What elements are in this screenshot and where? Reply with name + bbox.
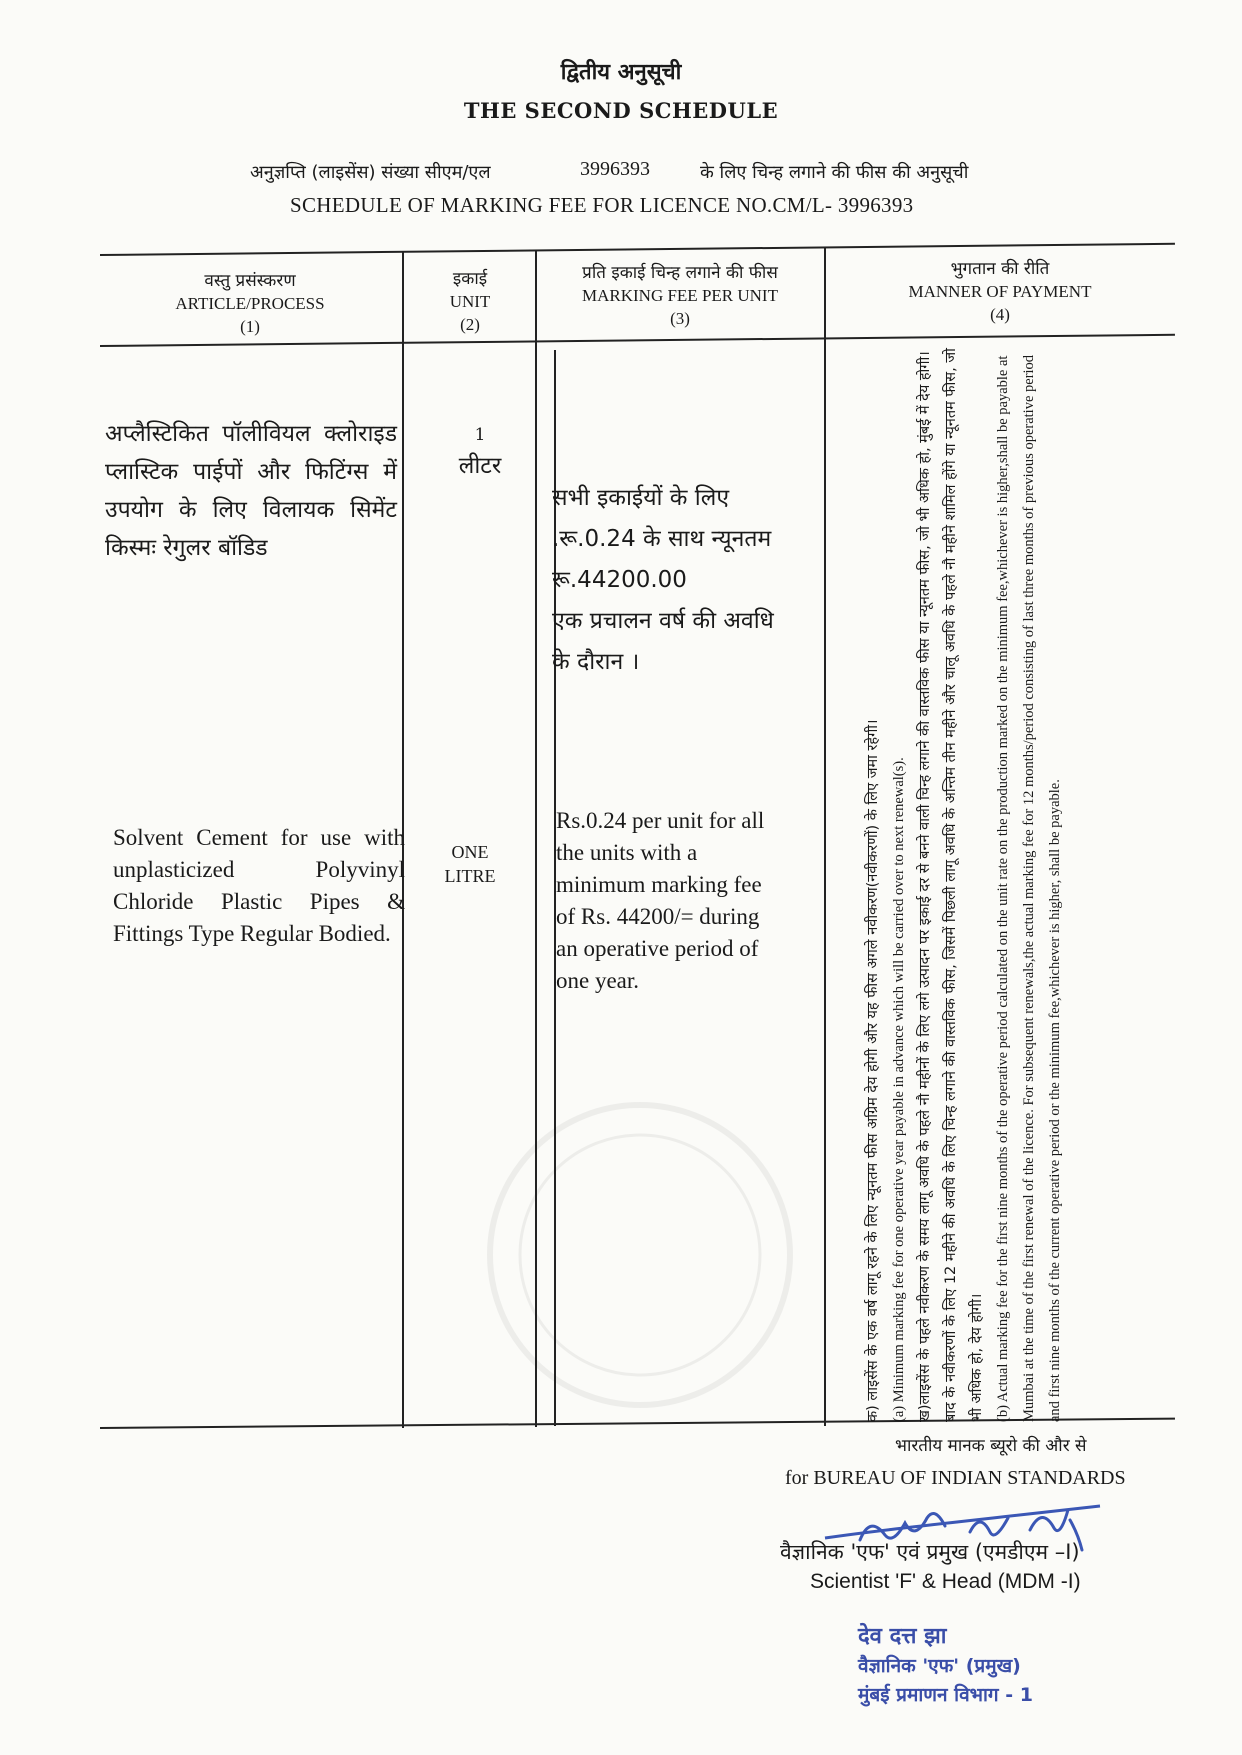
fee-english-line-5: an operative period of bbox=[556, 936, 759, 961]
title-hindi: द्वितीय अनुसूची bbox=[560, 60, 682, 85]
header-payment-en: MANNER OF PAYMENT bbox=[908, 281, 1092, 301]
stamp-department: मुंबई प्रमाणन विभाग - 1 bbox=[858, 1684, 1033, 1706]
article-english: Solvent Cement for use with unplasticized Polyvinyl Chloride Plastic Pipes & Fittings Type Regular Bodied. bbox=[113, 825, 405, 946]
column-header-unit bbox=[410, 268, 530, 337]
payment-a-hindi: क) लाइसेंस के एक वर्ष लागू रहने के लिए न्यूनतम फीस अग्रिम देय होगी और यह फीस अगले नवीकरण(नवीकरणों) के लिए जमा रहेगी। bbox=[865, 719, 881, 1422]
header-fee-en: MARKING FEE PER UNIT bbox=[582, 285, 778, 305]
manner-of-payment bbox=[860, 332, 1200, 1422]
licence-line-english: SCHEDULE OF MARKING FEE FOR LICENCE NO.CM/L- 3996393 bbox=[290, 193, 914, 217]
column-header-payment bbox=[830, 258, 1170, 327]
fee-english-line-1: Rs.0.24 per unit for all bbox=[556, 808, 765, 833]
column-divider-2 bbox=[535, 251, 537, 1427]
header-fee-num: (3) bbox=[670, 308, 690, 328]
stamp-title: वैज्ञानिक 'एफ' (प्रमुख) bbox=[858, 1655, 1021, 1677]
unit-english bbox=[420, 840, 520, 888]
payment-a-english: (a) Minimum marking fee for one operative year payable in advance which will be carried over to next renewal(s). bbox=[891, 757, 907, 1422]
header-article-en: ARTICLE/PROCESS bbox=[175, 293, 325, 313]
fee-english-line-4: of Rs. 44200/= during bbox=[556, 904, 760, 929]
header-unit-num: (2) bbox=[460, 314, 480, 334]
unit-english-line-2: LITRE bbox=[444, 866, 496, 886]
seal-watermark bbox=[430, 1090, 850, 1420]
fee-hindi-line-2: .रू.0.24 के साथ न्यूनतम bbox=[552, 526, 772, 552]
header-fee-hi: प्रति इकाई चिन्ह लगाने की फीस bbox=[582, 263, 778, 283]
payment-b-english: (b) Actual marking fee for the first nine months of the operative period calculated on the unit rate on the production marked on the minimum fee,whichever is higher,shall be payable at Mumbai at the time of the first renewal of the licence. For subsequent renewals,the actual marking fee for 12 months/period consisting of last three months of previous operative period and first nine months of the current operative period or the minimum fee,whichever is higher, shall be payable. bbox=[995, 354, 1063, 1422]
header-payment-hi: भुगतान की रीति bbox=[950, 259, 1050, 279]
designation-hindi: वैज्ञानिक 'एफ' एवं प्रमुख (एमडीएम –I) bbox=[780, 1540, 1080, 1564]
title-english: THE SECOND SCHEDULE bbox=[463, 98, 779, 123]
header-unit-en: UNIT bbox=[449, 291, 491, 311]
unit-english-line-1: ONE bbox=[451, 842, 489, 862]
for-bis-hindi: भारतीय मानक ब्यूरो की और से bbox=[895, 1436, 1087, 1456]
article-hindi: अप्लैस्टिकित पॉलीवियल क्लोराइड प्लास्टिक पाईपों और फिटिंग्स में उपयोग के लिए विलायक सिमेंट किस्मः रेगुलर बॉडिड bbox=[105, 421, 397, 561]
fee-english-line-2: the units with a bbox=[556, 840, 698, 865]
header-article-hi: वस्तु प्रसंस्करण bbox=[204, 271, 296, 291]
unit-hindi-word: लीटर bbox=[458, 453, 502, 479]
fee-hindi-line-4: एक प्रचालन वर्ष की अवधि bbox=[552, 608, 774, 634]
column-header-article bbox=[120, 270, 380, 339]
stamp-name: देव दत्त झा bbox=[858, 1624, 947, 1649]
column-header-fee bbox=[540, 262, 820, 331]
fee-english-line-3: minimum marking fee bbox=[556, 872, 762, 897]
fee-hindi-line-5: के दौरान । bbox=[552, 649, 640, 675]
designation-english: Scientist 'F' & Head (MDM -I) bbox=[810, 1570, 1081, 1593]
header-article-num: (1) bbox=[240, 316, 260, 336]
for-bis-english: for BUREAU OF INDIAN STANDARDS bbox=[785, 1467, 1126, 1489]
header-unit-hi: इकाई bbox=[452, 269, 488, 289]
fee-english bbox=[556, 805, 821, 997]
fee-hindi bbox=[552, 478, 822, 683]
table-top-rule bbox=[100, 243, 1175, 256]
licence-number: 3996393 bbox=[580, 158, 650, 180]
fee-hindi-line-3: रू.44200.00 bbox=[552, 567, 687, 593]
licence-prefix-hindi: अनुज्ञप्ति (लाइसेंस) संख्या सीएम/एल bbox=[250, 162, 491, 183]
unit-hindi-count: 1 bbox=[474, 425, 486, 445]
fee-hindi-line-1: सभी इकाईयों के लिए bbox=[552, 485, 730, 511]
column-divider-4 bbox=[824, 248, 826, 1426]
fee-english-line-6: one year. bbox=[556, 968, 640, 993]
payment-b-hindi: ख)लाइसेंस के पहले नवीकरण के समय लागू अवधि के पहले नौ महीनों के लिए लगे उत्पादन पर इकाई दर से बनने वाली चिन्ह लगाने की वास्तविक फीस या न्यूनतम फीस, जो भी अधिक हो, मुंबई में देय होगी। बाद के नवीकरणों के लिए 12 महीने की अवधि के लिए चिन्ह लगाने की वास्तविक फीस, जिसमें पिछली लागू अवधि के अन्तिम तीन महीने और चालू अवधि के पहले नौ महीने शामिल होंगे या न्यूनतम फीस, जो भी अधिक हो, देय होगी। bbox=[917, 348, 985, 1422]
licence-suffix-hindi: के लिए चिन्ह लगाने की फीस की अनुसूची bbox=[700, 162, 969, 183]
header-payment-num: (4) bbox=[990, 304, 1010, 324]
